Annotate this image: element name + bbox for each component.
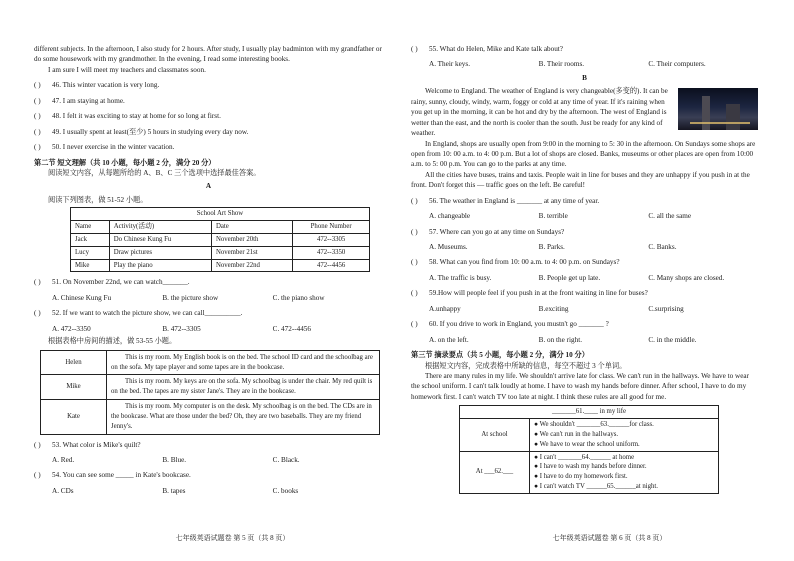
- england-paragraph-2: In England, shops are usually open from 9:00 in the morning to 5: 30 in the afternoon. On Sundays some shops are open from 10: 00 a.m. to 4: 00 p.m. But a lot of shops are closed. Banks, museums or other places are open from 10:00 a.m. to 5: 00 p.m. You can go to the parks at any time.: [411, 139, 756, 169]
- reading-question: [411, 288, 758, 298]
- page-footer-6: 七年级英语试题卷 第 6 页（共 8 页）: [552, 533, 667, 542]
- tf-question: [34, 111, 383, 121]
- option: C.surprising: [648, 304, 684, 313]
- question-55: ( ) 55. What do Helen, Mike and Kate talk about?: [411, 45, 563, 53]
- question-52-options: A. 472--3350 B. 472--3305 C. 472--4456: [52, 324, 311, 333]
- question-54: ( ) 54. You can see some _____ in Kate's bookcase.: [34, 471, 191, 480]
- table-row: [71, 246, 370, 259]
- question-51: ( ) 51. On November 22nd, we can watch_______.: [34, 278, 190, 287]
- rule-item: ● I have to do my homework first.: [534, 473, 628, 481]
- room-row: [41, 350, 380, 375]
- rooms-table: [40, 350, 380, 435]
- section2-title: 第二节 短文理解（共 10 小题，每小题 2 分，满分 20 分）: [34, 158, 216, 167]
- question-text: 46. This winter vacation is very long.: [52, 81, 160, 90]
- question-options: [429, 242, 758, 252]
- option: A. changeable: [429, 212, 471, 221]
- room-row: [41, 400, 380, 435]
- england-paragraph-3: All the cities have buses, trains and taxis. People wait in line for buses and they are unhappy if you push in at the front. Don't forget this — traffic goes on the left. Be careful!: [411, 170, 750, 190]
- question-text: 57. Where can you go at any time on Sundays?: [429, 227, 565, 236]
- section2-instructions: 阅读短文内容，从每题所给的 A、B、C 三个选项中选择最佳答案。: [48, 168, 261, 177]
- question-text: 48. I felt it was exciting to stay at home for so long at first.: [52, 112, 221, 121]
- read-a-instructions: 阅读下列图表，做 51-52 小题。: [48, 195, 148, 204]
- question-options: [429, 335, 758, 345]
- answer-paren: ( ): [34, 112, 41, 121]
- option: C. Many shops are closed.: [648, 273, 725, 282]
- reading-question: [411, 227, 758, 237]
- table-row: [71, 233, 370, 246]
- question-text: 60. If you drive to work in England, you mustn't go _______ ?: [429, 320, 609, 329]
- question-52: ( ) 52. If we want to watch the picture show, we can call__________.: [34, 309, 243, 318]
- option: C. all the same: [648, 212, 692, 221]
- table-cell: Play the piano: [109, 259, 211, 272]
- option: B. Parks.: [538, 243, 565, 251]
- tf-question: [34, 127, 383, 137]
- passage-b-label: B: [582, 73, 587, 82]
- room-row: [41, 375, 380, 400]
- answer-paren: ( ): [411, 258, 418, 267]
- option: A. The traffic is busy.: [429, 273, 492, 282]
- reading-question: [411, 257, 758, 267]
- tf-question: [34, 96, 383, 106]
- answer-paren: ( ): [34, 127, 41, 136]
- intro-paragraph: different subjects. In the afternoon, I also study for 2 hours. After study, I usually play badminton with my grandfather or do some housework with my grandmother. In the evening, I read some interesting books.: [34, 45, 382, 64]
- question-53: ( ) 53. What color is Mike's quilt?: [34, 440, 141, 449]
- answer-paren: ( ): [411, 227, 418, 236]
- rule-item: ● I can't watch TV ______65.______at night.: [534, 483, 659, 491]
- question-text: 59.How will people feel if you push in at the front waiting in line for buses?: [429, 289, 648, 298]
- table-row: [71, 259, 370, 272]
- question-text: 49. I usually spent at least(至少) 5 hours in studying every day now.: [52, 127, 249, 136]
- page-footer-5: 七年级英语试题卷 第 5 页（共 8 页）: [175, 533, 290, 542]
- answer-paren: ( ): [34, 81, 41, 90]
- home-label: At ___62.___: [460, 451, 530, 493]
- table-cell: Lucy: [71, 246, 110, 259]
- section3-title: 第三节 摘录要点（共 5 小题，每小题 2 分，满分 10 分）: [411, 351, 589, 360]
- room-description: This is my room. My English book is on the bed. The school ID card and the schoolbag are on the sofa. My tape player and some tapes are in the bookcase.: [107, 350, 380, 375]
- table-cell: 472--3305: [293, 233, 370, 246]
- tf-question: [34, 80, 383, 90]
- table-cell: Jack: [71, 233, 110, 246]
- rule-item: ● We have to wear the school uniform.: [534, 440, 640, 448]
- room-description: This is my room. My computer is on the desk. My schoolbag is on the bed. The CDs are in the bookcase. What are those under the bed? Oh, they are two baseballs. They are my friend Jenny's.: [107, 400, 380, 435]
- school-label: At school: [460, 419, 530, 452]
- true-false-questions: [34, 80, 383, 152]
- table-cell: 472--3350: [293, 246, 370, 259]
- table-header-cell: Name: [71, 221, 110, 234]
- table-cell: November 22nd: [211, 259, 292, 272]
- answer-paren: ( ): [34, 143, 41, 152]
- option: C. in the middle.: [648, 335, 697, 344]
- question-53-options: A. Red. B. Blue. C. Black.: [52, 456, 300, 464]
- option: B. terrible: [538, 212, 568, 221]
- question-54-options: A. CDs B. tapes C. books: [52, 486, 299, 495]
- passage-a-label: A: [205, 182, 212, 191]
- table-cell: Do Chinese Kung Fu: [109, 233, 211, 246]
- rules-paragraph: There are many rules in my life. We shouldn't arrive late for class. We can't run in the hallways. We have to wear the school uniform. I can't talk loudly at home. I have to wash my hands before dinner. After school, I have to do my homework first. I can't watch TV too late at night. I think these rules are all good for me.: [411, 371, 749, 401]
- room-owner: Mike: [41, 375, 107, 400]
- art-show-table: [70, 207, 370, 272]
- question-55-options: A. Their keys. B. Their rooms. C. Their computers.: [429, 60, 706, 69]
- intro-closing: I am sure I will meet my teachers and classmates soon.: [48, 65, 206, 74]
- art-table-caption: School Art Show: [71, 208, 370, 221]
- option: A. on the left.: [429, 335, 469, 344]
- table-cell: Draw pictures: [109, 246, 211, 259]
- rule-item: ● We shouldn't _______63.______for class.: [534, 421, 654, 429]
- answer-paren: ( ): [34, 96, 41, 105]
- tf-question: [34, 142, 383, 152]
- answer-paren: ( ): [411, 196, 418, 205]
- rules-fill-table: [459, 405, 719, 494]
- table-header-cell: Phone Number: [293, 221, 370, 234]
- answer-paren: ( ): [411, 320, 418, 329]
- option: A.unhappy: [429, 304, 461, 313]
- table-cell: November 20th: [211, 233, 292, 246]
- room-owner: Helen: [41, 350, 107, 375]
- rule-item: ● We can't run in the hallways.: [534, 430, 619, 438]
- school-rules: [530, 419, 719, 452]
- table-header-cell: Activity(活动): [109, 221, 211, 234]
- reading-question: [411, 319, 758, 329]
- room-owner: Kate: [41, 400, 107, 435]
- table-header-cell: Date: [211, 221, 292, 234]
- question-options: [429, 273, 758, 283]
- table-cell: November 21st: [211, 246, 292, 259]
- london-night-photo: [678, 88, 758, 130]
- question-options: [429, 211, 758, 221]
- answer-paren: ( ): [411, 289, 418, 298]
- option: B. on the right.: [538, 335, 582, 344]
- right-page: [397, 0, 794, 561]
- question-text: 58. What can you find from 10: 00 a.m. to 4: 00 p.m. on Sundays?: [429, 258, 620, 267]
- question-text: 50. I never exercise in the winter vacation.: [52, 143, 175, 152]
- read-b-instructions: 根据表格中房间的描述，做 53-55 小题。: [48, 337, 177, 346]
- reading-question: [411, 196, 758, 206]
- room-description: This is my room. My keys are on the sofa. My schoolbag is under the chair. My red quilt is on the bed. The tapes are my sister Jane's. They are in the bookcase.: [107, 375, 380, 400]
- table-cell: Mike: [71, 259, 110, 272]
- rule-item: ● I can't _______64.______ at home: [534, 453, 635, 461]
- question-text: 56. The weather in England is _______ at any time of year.: [429, 196, 600, 205]
- questions-56-60: [411, 196, 758, 345]
- question-51-options: A. Chinese Kung Fu B. the picture show C. the piano show: [52, 293, 325, 302]
- option: A. Museums.: [429, 243, 468, 251]
- option: B.exciting: [538, 304, 569, 313]
- option: B. People get up late.: [538, 273, 601, 282]
- table-cell: 472--4456: [293, 259, 370, 272]
- section3-instructions: 根据短文内容，完成表格中所缺的信息，每空不超过 3 个单词。: [425, 361, 627, 370]
- england-paragraph-1: Welcome to England. The weather of England is very changeable(多变的). It can be rainy, sunny, cloudy, windy, warm, foggy or cold at any time of year. If it's raining when you get up in the morning, it can be hot and dry by the afternoon. The west of England is wetter than the east, and the north is cooler than the south. Just be ready for any kind of weather.: [411, 87, 668, 138]
- fill-table-title: _______61.____ in my life: [460, 406, 719, 419]
- question-options: [429, 304, 758, 314]
- home-rules: [530, 451, 719, 493]
- option: C. Banks.: [648, 243, 677, 251]
- question-text: 47. I am staying at home.: [52, 96, 125, 105]
- rule-item: ● I have to wash my hands before dinner.: [534, 463, 647, 471]
